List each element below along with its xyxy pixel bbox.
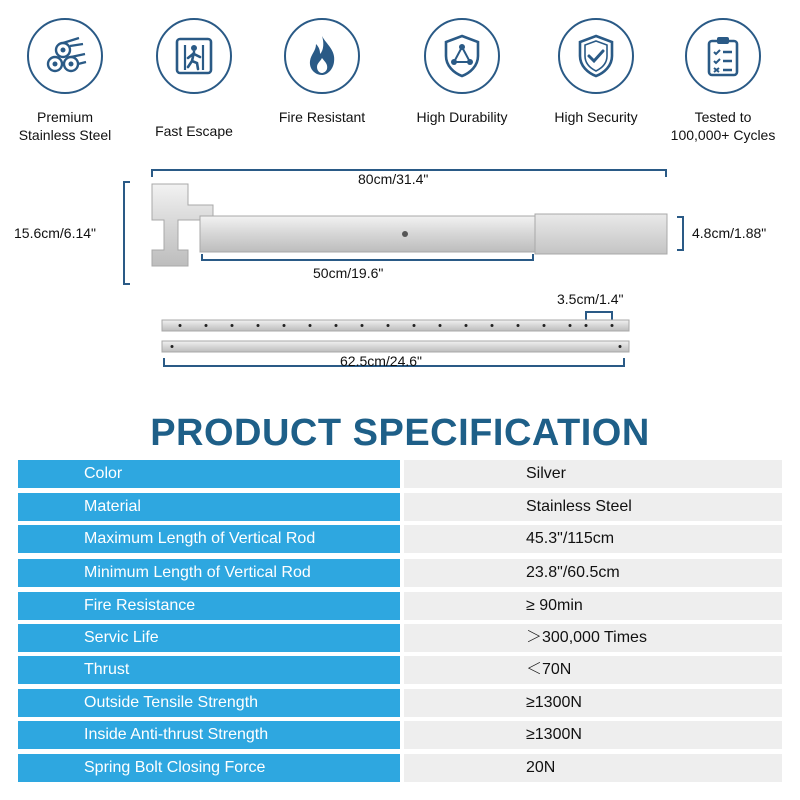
spec-key: Material: [18, 493, 400, 521]
spec-value: ＜70N: [404, 656, 782, 684]
spec-value: Silver: [404, 460, 782, 488]
spec-row: [18, 460, 782, 488]
feature-premium-steel: [1, 18, 129, 144]
spec-key: Minimum Length of Vertical Rod: [18, 559, 400, 587]
spec-value: ＞300,000 Times: [404, 624, 782, 652]
steel-rods-icon: [27, 18, 103, 94]
feature-label: Premium Stainless Steel: [18, 109, 112, 143]
feature-fire-resistant: [258, 18, 386, 126]
spec-key: Inside Anti-thrust Strength: [18, 721, 400, 749]
spec-key: Color: [18, 460, 400, 488]
emergency-exit-icon: [156, 18, 232, 94]
spec-row: [18, 592, 782, 620]
feature-high-security: [532, 18, 660, 126]
feature-high-durability: [398, 18, 526, 126]
spec-value: ≥1300N: [404, 689, 782, 717]
shield-check-icon: [558, 18, 634, 94]
spec-row: [18, 656, 782, 684]
flame-icon: [284, 18, 360, 94]
spec-value: 23.8"/60.5cm: [404, 559, 782, 587]
feature-label: High Durability: [416, 109, 508, 125]
feature-label: Tested to 100,000+ Cycles: [670, 109, 776, 143]
spec-row: [18, 525, 782, 553]
hole-spacing-label: 3.5cm/1.4": [557, 291, 624, 307]
touchpad-length-label: 50cm/19.6": [313, 265, 384, 281]
spec-row: [18, 721, 782, 749]
spec-value: ≥ 90min: [404, 592, 782, 620]
spec-row: [18, 754, 782, 782]
feature-label: High Security: [554, 109, 638, 125]
rod-length-label: 62.5cm/24.6": [340, 353, 423, 369]
bar-height-label: 4.8cm/1.88": [692, 225, 767, 241]
spec-row: [18, 559, 782, 587]
spec-key: Maximum Length of Vertical Rod: [18, 525, 400, 553]
spec-key: Fire Resistance: [18, 592, 400, 620]
spec-row: [18, 689, 782, 717]
feature-fast-escape: [130, 18, 258, 140]
total-length-label: 80cm/31.4": [358, 171, 429, 187]
feature-label: Fast Escape: [155, 123, 233, 139]
feature-tested-cycles: [659, 18, 787, 144]
spec-key: Servic Life: [18, 624, 400, 652]
height-label: 15.6cm/6.14": [14, 225, 97, 241]
spec-row: [18, 493, 782, 521]
product-diagram: [0, 160, 800, 390]
spec-key: Outside Tensile Strength: [18, 689, 400, 717]
shield-network-icon: [424, 18, 500, 94]
spec-value: 20N: [404, 754, 782, 782]
spec-key: Thrust: [18, 656, 400, 684]
feature-strip: [0, 0, 800, 150]
feature-label: Fire Resistant: [278, 109, 366, 125]
spec-value: Stainless Steel: [404, 493, 782, 521]
spec-title: PRODUCT SPECIFICATION: [150, 412, 650, 454]
spec-value: 45.3"/115cm: [404, 525, 782, 553]
checklist-icon: [685, 18, 761, 94]
spec-value: ≥1300N: [404, 721, 782, 749]
spec-key: Spring Bolt Closing Force: [18, 754, 400, 782]
spec-row: [18, 624, 782, 652]
